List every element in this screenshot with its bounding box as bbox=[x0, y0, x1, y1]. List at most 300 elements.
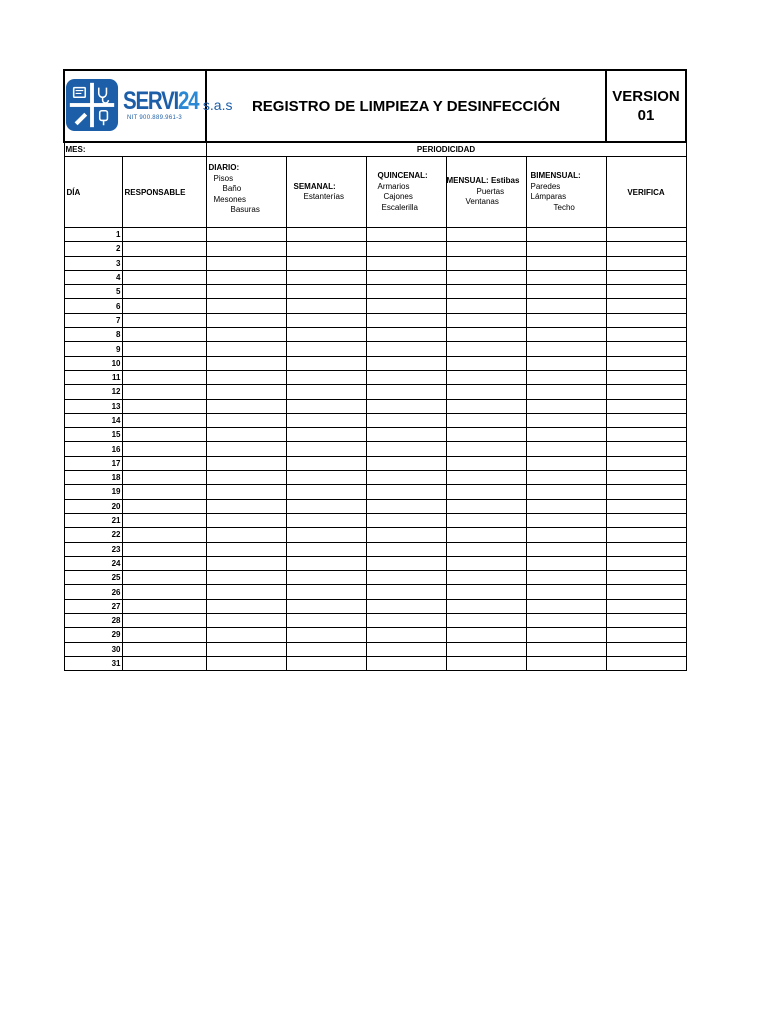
entry-cell[interactable] bbox=[206, 299, 286, 313]
entry-cell[interactable] bbox=[446, 442, 526, 456]
entry-cell[interactable] bbox=[286, 356, 366, 370]
entry-cell[interactable] bbox=[286, 442, 366, 456]
biweekly-column-header: QUINCENAL: Armarios Cajones Escalerilla bbox=[366, 157, 446, 228]
table-row bbox=[64, 385, 686, 399]
entry-cell[interactable] bbox=[446, 542, 526, 556]
entry-cell[interactable] bbox=[366, 428, 446, 442]
entry-cell[interactable] bbox=[526, 413, 606, 427]
entry-cell[interactable] bbox=[606, 228, 686, 242]
entry-cell[interactable] bbox=[606, 399, 686, 413]
entry-cell[interactable] bbox=[446, 499, 526, 513]
entry-cell[interactable] bbox=[366, 385, 446, 399]
entry-cell[interactable] bbox=[206, 513, 286, 527]
entry-cell[interactable] bbox=[366, 556, 446, 570]
entry-cell[interactable] bbox=[122, 556, 206, 570]
entry-cell[interactable] bbox=[526, 313, 606, 327]
entry-cell[interactable] bbox=[606, 571, 686, 585]
entry-cell[interactable] bbox=[606, 556, 686, 570]
form-title: REGISTRO DE LIMPIEZA Y DESINFECCIÓN bbox=[206, 70, 606, 142]
entry-cell[interactable] bbox=[286, 585, 366, 599]
day-column-header: DÍA bbox=[64, 157, 122, 228]
day-number: 9 bbox=[64, 342, 122, 356]
entry-cell[interactable] bbox=[366, 585, 446, 599]
entry-cell[interactable] bbox=[206, 542, 286, 556]
entry-cell[interactable] bbox=[526, 542, 606, 556]
entry-cell[interactable] bbox=[286, 513, 366, 527]
entry-cell[interactable] bbox=[446, 528, 526, 542]
entry-cell[interactable] bbox=[286, 542, 366, 556]
table-row bbox=[64, 499, 686, 513]
entry-cell[interactable] bbox=[606, 442, 686, 456]
day-number: 22 bbox=[64, 528, 122, 542]
entry-cell[interactable] bbox=[286, 228, 366, 242]
entry-cell[interactable] bbox=[122, 342, 206, 356]
entry-cell[interactable] bbox=[446, 628, 526, 642]
entry-cell[interactable] bbox=[206, 285, 286, 299]
table-row bbox=[64, 642, 686, 656]
entry-cell[interactable] bbox=[606, 656, 686, 670]
entry-cell[interactable] bbox=[286, 556, 366, 570]
table-row bbox=[64, 442, 686, 456]
day-number: 12 bbox=[64, 385, 122, 399]
entry-cell[interactable] bbox=[286, 385, 366, 399]
entry-cell[interactable] bbox=[206, 413, 286, 427]
entry-cell[interactable] bbox=[366, 614, 446, 628]
entry-cell[interactable] bbox=[446, 599, 526, 613]
daily-column-header: DIARIO: Pisos Baño Mesones Basuras bbox=[206, 157, 286, 228]
day-number: 15 bbox=[64, 428, 122, 442]
cleaning-log-sheet bbox=[63, 69, 687, 671]
entry-cell[interactable] bbox=[206, 628, 286, 642]
entry-cell[interactable] bbox=[446, 428, 526, 442]
entry-cell[interactable] bbox=[366, 313, 446, 327]
entry-cell[interactable] bbox=[122, 299, 206, 313]
entry-cell[interactable] bbox=[446, 571, 526, 585]
day-number: 14 bbox=[64, 413, 122, 427]
entry-cell[interactable] bbox=[606, 242, 686, 256]
entry-cell[interactable] bbox=[366, 528, 446, 542]
day-number: 11 bbox=[64, 370, 122, 384]
entry-cell[interactable] bbox=[206, 485, 286, 499]
entry-cell[interactable] bbox=[526, 656, 606, 670]
entry-cell[interactable] bbox=[446, 456, 526, 470]
entry-cell[interactable] bbox=[446, 413, 526, 427]
entry-cell[interactable] bbox=[122, 399, 206, 413]
entry-cell[interactable] bbox=[606, 471, 686, 485]
verify-column-header: VERIFICA bbox=[606, 157, 686, 228]
entry-cell[interactable] bbox=[606, 542, 686, 556]
day-number: 2 bbox=[64, 242, 122, 256]
column-header-row bbox=[64, 157, 686, 228]
entry-cell[interactable] bbox=[206, 370, 286, 384]
entry-cell[interactable] bbox=[122, 528, 206, 542]
table-row bbox=[64, 399, 686, 413]
brand-suffix: s.a.s bbox=[202, 96, 233, 113]
entry-cell[interactable] bbox=[446, 656, 526, 670]
entry-cell[interactable] bbox=[286, 399, 366, 413]
table-row bbox=[64, 656, 686, 670]
entry-cell[interactable] bbox=[366, 599, 446, 613]
entry-cell[interactable] bbox=[286, 413, 366, 427]
entry-cell[interactable] bbox=[286, 456, 366, 470]
entry-cell[interactable] bbox=[366, 656, 446, 670]
entry-cell[interactable] bbox=[606, 270, 686, 284]
entry-cell[interactable] bbox=[526, 299, 606, 313]
table-row bbox=[64, 571, 686, 585]
entry-cell[interactable] bbox=[206, 399, 286, 413]
entry-cell[interactable] bbox=[206, 571, 286, 585]
entry-cell[interactable] bbox=[286, 485, 366, 499]
entry-cell[interactable] bbox=[606, 428, 686, 442]
entry-cell[interactable] bbox=[122, 628, 206, 642]
entry-cell[interactable] bbox=[446, 285, 526, 299]
entry-cell[interactable] bbox=[206, 614, 286, 628]
entry-cell[interactable] bbox=[122, 499, 206, 513]
entry-cell[interactable] bbox=[122, 356, 206, 370]
entry-cell[interactable] bbox=[366, 242, 446, 256]
entry-cell[interactable] bbox=[122, 385, 206, 399]
table-row bbox=[64, 328, 686, 342]
table-row bbox=[64, 313, 686, 327]
entry-cell[interactable] bbox=[122, 328, 206, 342]
entry-cell[interactable] bbox=[606, 456, 686, 470]
entry-cell[interactable] bbox=[526, 399, 606, 413]
entry-cell[interactable] bbox=[122, 313, 206, 327]
day-number: 17 bbox=[64, 456, 122, 470]
entry-cell[interactable] bbox=[606, 356, 686, 370]
entry-cell[interactable] bbox=[526, 328, 606, 342]
entry-cell[interactable] bbox=[606, 328, 686, 342]
medical-cross-logo-icon bbox=[65, 78, 119, 132]
entry-cell[interactable] bbox=[446, 485, 526, 499]
entry-cell[interactable] bbox=[286, 370, 366, 384]
entry-cell[interactable] bbox=[206, 442, 286, 456]
entry-cell[interactable] bbox=[206, 556, 286, 570]
day-rows bbox=[64, 228, 686, 671]
day-number: 25 bbox=[64, 571, 122, 585]
entry-cell[interactable] bbox=[366, 413, 446, 427]
entry-cell[interactable] bbox=[122, 285, 206, 299]
entry-cell[interactable] bbox=[526, 342, 606, 356]
entry-cell[interactable] bbox=[366, 356, 446, 370]
entry-cell[interactable] bbox=[286, 270, 366, 284]
entry-cell[interactable] bbox=[526, 528, 606, 542]
entry-cell[interactable] bbox=[206, 528, 286, 542]
header-row bbox=[64, 70, 686, 142]
table-row bbox=[64, 342, 686, 356]
entry-cell[interactable] bbox=[446, 328, 526, 342]
entry-cell[interactable] bbox=[606, 370, 686, 384]
entry-cell[interactable] bbox=[526, 485, 606, 499]
entry-cell[interactable] bbox=[366, 270, 446, 284]
entry-cell[interactable] bbox=[446, 228, 526, 242]
entry-cell[interactable] bbox=[122, 585, 206, 599]
entry-cell[interactable] bbox=[286, 642, 366, 656]
entry-cell[interactable] bbox=[286, 299, 366, 313]
entry-cell[interactable] bbox=[606, 614, 686, 628]
entry-cell[interactable] bbox=[206, 270, 286, 284]
entry-cell[interactable] bbox=[286, 242, 366, 256]
entry-cell[interactable] bbox=[446, 399, 526, 413]
day-number: 7 bbox=[64, 313, 122, 327]
entry-cell[interactable] bbox=[526, 614, 606, 628]
entry-cell[interactable] bbox=[446, 270, 526, 284]
table-row bbox=[64, 513, 686, 527]
entry-cell[interactable] bbox=[446, 313, 526, 327]
entry-cell[interactable] bbox=[206, 428, 286, 442]
day-number: 16 bbox=[64, 442, 122, 456]
entry-cell[interactable] bbox=[366, 285, 446, 299]
entry-cell[interactable] bbox=[606, 299, 686, 313]
entry-cell[interactable] bbox=[366, 485, 446, 499]
day-number: 4 bbox=[64, 270, 122, 284]
entry-cell[interactable] bbox=[366, 456, 446, 470]
entry-cell[interactable] bbox=[286, 342, 366, 356]
entry-cell[interactable] bbox=[206, 256, 286, 270]
version-label: VERSION bbox=[612, 88, 680, 105]
table-row bbox=[64, 228, 686, 242]
entry-cell[interactable] bbox=[526, 628, 606, 642]
entry-cell[interactable] bbox=[446, 299, 526, 313]
entry-cell[interactable] bbox=[366, 399, 446, 413]
version-number: 01 bbox=[637, 107, 655, 124]
entry-cell[interactable] bbox=[446, 642, 526, 656]
day-number: 10 bbox=[64, 356, 122, 370]
entry-cell[interactable] bbox=[286, 499, 366, 513]
company-logo bbox=[65, 78, 232, 132]
entry-cell[interactable] bbox=[206, 656, 286, 670]
entry-cell[interactable] bbox=[446, 342, 526, 356]
entry-cell[interactable] bbox=[606, 642, 686, 656]
entry-cell[interactable] bbox=[366, 299, 446, 313]
entry-cell[interactable] bbox=[446, 356, 526, 370]
entry-cell[interactable] bbox=[122, 428, 206, 442]
entry-cell[interactable] bbox=[606, 256, 686, 270]
weekly-column-header: SEMANAL: Estanterías bbox=[286, 157, 366, 228]
day-number: 19 bbox=[64, 485, 122, 499]
entry-cell[interactable] bbox=[122, 542, 206, 556]
entry-cell[interactable] bbox=[526, 428, 606, 442]
table-row bbox=[64, 628, 686, 642]
entry-cell[interactable] bbox=[286, 599, 366, 613]
entry-cell[interactable] bbox=[606, 342, 686, 356]
entry-cell[interactable] bbox=[366, 542, 446, 556]
brand-name: SERVI bbox=[123, 86, 179, 115]
entry-cell[interactable] bbox=[206, 642, 286, 656]
entry-cell[interactable] bbox=[526, 442, 606, 456]
entry-cell[interactable] bbox=[606, 513, 686, 527]
entry-cell[interactable] bbox=[286, 313, 366, 327]
entry-cell[interactable] bbox=[206, 585, 286, 599]
table-row bbox=[64, 585, 686, 599]
entry-cell[interactable] bbox=[286, 285, 366, 299]
entry-cell[interactable] bbox=[526, 513, 606, 527]
table-row bbox=[64, 370, 686, 384]
day-number: 26 bbox=[64, 585, 122, 599]
table-row bbox=[64, 614, 686, 628]
entry-cell[interactable] bbox=[526, 356, 606, 370]
table-row bbox=[64, 456, 686, 470]
table-row bbox=[64, 428, 686, 442]
entry-cell[interactable] bbox=[206, 385, 286, 399]
table-row bbox=[64, 528, 686, 542]
entry-cell[interactable] bbox=[286, 614, 366, 628]
entry-cell[interactable] bbox=[206, 471, 286, 485]
entry-cell[interactable] bbox=[122, 370, 206, 384]
entry-cell[interactable] bbox=[206, 499, 286, 513]
entry-cell[interactable] bbox=[366, 471, 446, 485]
monthly-column-header: MENSUAL: Estibas Puertas Ventanas bbox=[446, 157, 526, 228]
entry-cell[interactable] bbox=[366, 571, 446, 585]
table-row bbox=[64, 556, 686, 570]
day-number: 8 bbox=[64, 328, 122, 342]
entry-cell[interactable] bbox=[606, 385, 686, 399]
entry-cell[interactable] bbox=[206, 328, 286, 342]
entry-cell[interactable] bbox=[366, 642, 446, 656]
entry-cell[interactable] bbox=[206, 342, 286, 356]
entry-cell[interactable] bbox=[122, 256, 206, 270]
entry-cell[interactable] bbox=[606, 313, 686, 327]
version-cell bbox=[606, 70, 686, 142]
entry-cell[interactable] bbox=[526, 599, 606, 613]
entry-cell[interactable] bbox=[606, 585, 686, 599]
entry-cell[interactable] bbox=[122, 413, 206, 427]
entry-cell[interactable] bbox=[286, 528, 366, 542]
day-number: 29 bbox=[64, 628, 122, 642]
entry-cell[interactable] bbox=[206, 228, 286, 242]
table-row bbox=[64, 542, 686, 556]
entry-cell[interactable] bbox=[286, 256, 366, 270]
entry-cell[interactable] bbox=[446, 513, 526, 527]
entry-cell[interactable] bbox=[526, 571, 606, 585]
entry-cell[interactable] bbox=[526, 471, 606, 485]
entry-cell[interactable] bbox=[446, 556, 526, 570]
table-row bbox=[64, 599, 686, 613]
entry-cell[interactable] bbox=[122, 614, 206, 628]
entry-cell[interactable] bbox=[122, 270, 206, 284]
entry-cell[interactable] bbox=[606, 628, 686, 642]
periodicity-header: PERIODICIDAD bbox=[206, 142, 686, 157]
entry-cell[interactable] bbox=[366, 442, 446, 456]
entry-cell[interactable] bbox=[286, 656, 366, 670]
responsible-column-header: RESPONSABLE bbox=[122, 157, 206, 228]
table-row bbox=[64, 485, 686, 499]
entry-cell[interactable] bbox=[366, 628, 446, 642]
month-field[interactable]: MES: bbox=[64, 142, 206, 157]
entry-cell[interactable] bbox=[526, 456, 606, 470]
entry-cell[interactable] bbox=[366, 513, 446, 527]
entry-cell[interactable] bbox=[606, 499, 686, 513]
entry-cell[interactable] bbox=[526, 499, 606, 513]
day-number: 13 bbox=[64, 399, 122, 413]
entry-cell[interactable] bbox=[526, 556, 606, 570]
table-row bbox=[64, 256, 686, 270]
entry-cell[interactable] bbox=[286, 428, 366, 442]
entry-cell[interactable] bbox=[606, 485, 686, 499]
entry-cell[interactable] bbox=[206, 456, 286, 470]
entry-cell[interactable] bbox=[526, 585, 606, 599]
entry-cell[interactable] bbox=[446, 614, 526, 628]
entry-cell[interactable] bbox=[366, 228, 446, 242]
day-number: 31 bbox=[64, 656, 122, 670]
entry-cell[interactable] bbox=[366, 256, 446, 270]
entry-cell[interactable] bbox=[446, 242, 526, 256]
entry-cell[interactable] bbox=[122, 571, 206, 585]
day-number: 30 bbox=[64, 642, 122, 656]
entry-cell[interactable] bbox=[366, 499, 446, 513]
day-number: 24 bbox=[64, 556, 122, 570]
entry-cell[interactable] bbox=[122, 642, 206, 656]
entry-cell[interactable] bbox=[446, 585, 526, 599]
entry-cell[interactable] bbox=[122, 228, 206, 242]
day-number: 28 bbox=[64, 614, 122, 628]
table-row bbox=[64, 356, 686, 370]
entry-cell[interactable] bbox=[446, 370, 526, 384]
entry-cell[interactable] bbox=[122, 242, 206, 256]
table-row bbox=[64, 413, 686, 427]
entry-cell[interactable] bbox=[606, 413, 686, 427]
entry-cell[interactable] bbox=[286, 471, 366, 485]
entry-cell[interactable] bbox=[122, 471, 206, 485]
entry-cell[interactable] bbox=[446, 256, 526, 270]
entry-cell[interactable] bbox=[526, 270, 606, 284]
day-number: 23 bbox=[64, 542, 122, 556]
entry-cell[interactable] bbox=[122, 485, 206, 499]
day-number: 21 bbox=[64, 513, 122, 527]
table-row bbox=[64, 471, 686, 485]
entry-cell[interactable] bbox=[526, 385, 606, 399]
entry-cell[interactable] bbox=[286, 328, 366, 342]
entry-cell[interactable] bbox=[366, 342, 446, 356]
entry-cell[interactable] bbox=[446, 385, 526, 399]
bimonthly-column-header: BIMENSUAL: Paredes Lámparas Techo bbox=[526, 157, 606, 228]
entry-cell[interactable] bbox=[446, 471, 526, 485]
entry-cell[interactable] bbox=[122, 656, 206, 670]
entry-cell[interactable] bbox=[526, 256, 606, 270]
entry-cell[interactable] bbox=[122, 442, 206, 456]
entry-cell[interactable] bbox=[526, 370, 606, 384]
entry-cell[interactable] bbox=[606, 285, 686, 299]
day-number: 1 bbox=[64, 228, 122, 242]
entry-cell[interactable] bbox=[122, 599, 206, 613]
brand-number: 24 bbox=[178, 86, 199, 115]
entry-cell[interactable] bbox=[206, 356, 286, 370]
table-row bbox=[64, 270, 686, 284]
day-number: 27 bbox=[64, 599, 122, 613]
entry-cell[interactable] bbox=[286, 628, 366, 642]
entry-cell[interactable] bbox=[206, 313, 286, 327]
table-row bbox=[64, 285, 686, 299]
entry-cell[interactable] bbox=[366, 328, 446, 342]
entry-cell[interactable] bbox=[526, 642, 606, 656]
entry-cell[interactable] bbox=[206, 599, 286, 613]
entry-cell[interactable] bbox=[122, 513, 206, 527]
day-number: 5 bbox=[64, 285, 122, 299]
entry-cell[interactable] bbox=[606, 599, 686, 613]
entry-cell[interactable] bbox=[606, 528, 686, 542]
entry-cell[interactable] bbox=[526, 285, 606, 299]
month-row bbox=[64, 142, 686, 157]
table-row bbox=[64, 299, 686, 313]
entry-cell[interactable] bbox=[122, 456, 206, 470]
day-number: 18 bbox=[64, 471, 122, 485]
entry-cell[interactable] bbox=[366, 370, 446, 384]
entry-cell[interactable] bbox=[206, 242, 286, 256]
logo-cell bbox=[64, 70, 233, 142]
entry-cell[interactable] bbox=[526, 228, 606, 242]
entry-cell[interactable] bbox=[286, 571, 366, 585]
entry-cell[interactable] bbox=[526, 242, 606, 256]
